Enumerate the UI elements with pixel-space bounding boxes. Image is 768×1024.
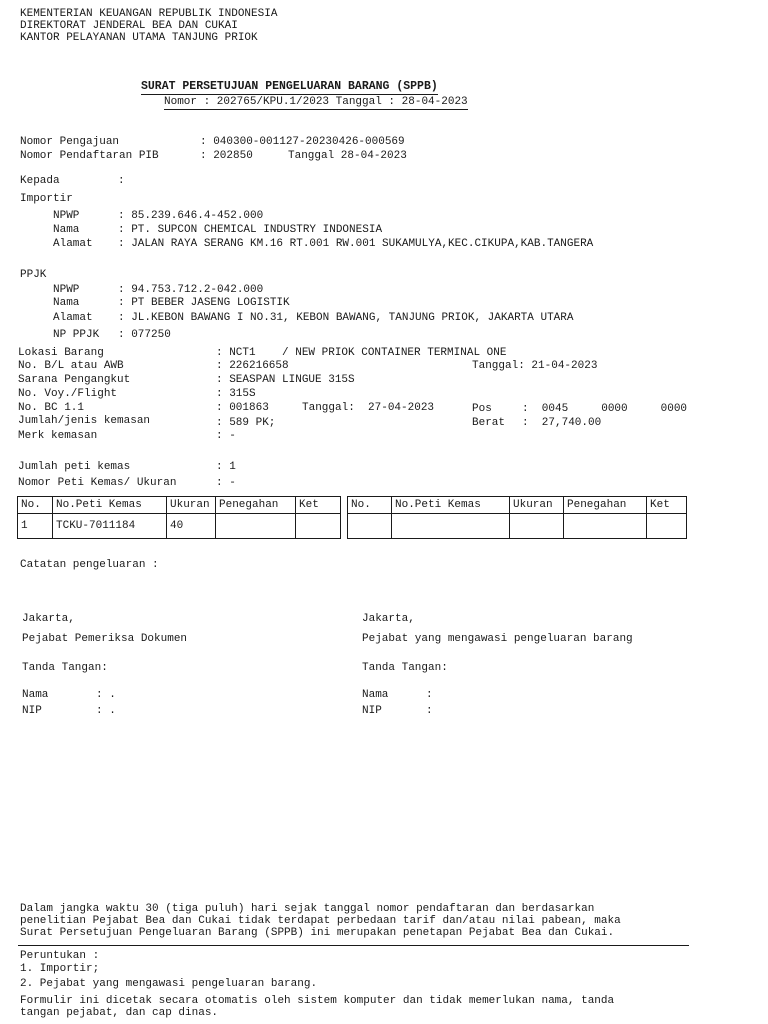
jumlah-kemasan-label: Jumlah/jenis kemasan (18, 415, 151, 427)
document-title: SURAT PERSETUJUAN PENGELUARAN BARANG (SPPB) (141, 80, 438, 93)
column-header: Penegahan (216, 497, 296, 514)
jumlah-peti-label: Jumlah peti kemas (18, 461, 131, 473)
bl-value: : 226216658 (216, 360, 289, 372)
column-header: Ket (647, 497, 687, 514)
voy-value: : 315S (216, 388, 256, 400)
footer-paragraph-line: Surat Persetujuan Pengeluaran Barang (SPPB) ini merupakan penetapan Pejabat Bea dan Cukai. (20, 927, 615, 939)
voy-label: No. Voy./Flight (18, 388, 118, 400)
footer-paragraph-line: Dalam jangka waktu 30 (tiga puluh) hari sejak tanggal nomor pendaftaran dan berdasarkan (20, 903, 595, 915)
column-header: Penegahan (564, 497, 647, 514)
importir-npwp-label: NPWP (53, 210, 80, 222)
sign-right-nip: : (426, 705, 433, 717)
importir-alamat: : JALAN RAYA SERANG KM.16 RT.001 RW.001 SUKAMULYA,KEC.CIKUPA,KAB.TANGERA (118, 238, 594, 250)
ppjk-npwp-label: NPWP (53, 284, 80, 296)
sign-left-nama: : . (96, 689, 116, 701)
ppjk-np-label: NP PPJK (53, 329, 100, 341)
pib-label: Nomor Pendaftaran PIB (20, 150, 159, 162)
table-cell: TCKU-7011184 (53, 514, 167, 539)
ppjk-npwp: : 94.753.712.2-042.000 (118, 284, 264, 296)
importir-npwp: : 85.239.646.4-452.000 (118, 210, 264, 222)
table-row (18, 514, 341, 539)
sign-left-ttd: Tanda Tangan: (22, 662, 108, 674)
lokasi-label: Lokasi Barang (18, 347, 104, 359)
nomor-peti-value: : - (216, 477, 236, 489)
sign-right-city: Jakarta, (362, 613, 415, 625)
merk-label: Merk kemasan (18, 430, 98, 442)
sarana-label: Sarana Pengangkut (18, 374, 131, 386)
column-header: Ket (296, 497, 341, 514)
ppjk-alamat-label: Alamat (53, 312, 93, 324)
sign-right-ttd: Tanda Tangan: (362, 662, 448, 674)
document-number: Nomor : 202765/KPU.1/2023 Tanggal : 28-04-2023 (164, 96, 468, 108)
kepada-label: Kepada (20, 175, 60, 187)
importir-nama-label: Nama (53, 224, 80, 236)
directorate-name: DIREKTORAT JENDERAL BEA DAN CUKAI (20, 20, 238, 32)
sign-left-role: Pejabat Pemeriksa Dokumen (22, 633, 188, 645)
sign-right-nip-label: NIP (362, 705, 382, 717)
ministry-name: KEMENTERIAN KEUANGAN REPUBLIK INDONESIA (20, 8, 278, 20)
importir-heading: Importir (20, 193, 73, 205)
ppjk-nama: : PT BEBER JASENG LOGISTIK (118, 297, 290, 309)
pos-label: Pos (472, 403, 492, 415)
catatan-label: Catatan pengeluaran : (20, 559, 159, 571)
ppjk-heading: PPJK (20, 269, 47, 281)
column-header: No. (348, 497, 392, 514)
table-cell (216, 514, 296, 539)
table-cell: 40 (167, 514, 216, 539)
berat-value: : 27,740.00 (522, 417, 602, 429)
container-table-right (347, 496, 687, 539)
table-cell (564, 514, 647, 539)
sign-right-role: Pejabat yang mengawasi pengeluaran barang (362, 633, 633, 645)
lokasi-value: : NCT1 / NEW PRIOK CONTAINER TERMINAL ONE (216, 347, 507, 359)
peruntukan-label: Peruntukan : (20, 950, 100, 962)
pib-date: Tanggal 28-04-2023 (288, 150, 407, 162)
sign-left-nip-label: NIP (22, 705, 42, 717)
ppjk-nama-label: Nama (53, 297, 80, 309)
table-cell (296, 514, 341, 539)
importir-alamat-label: Alamat (53, 238, 93, 250)
sign-left-nama-label: Nama (22, 689, 49, 701)
berat-label: Berat (472, 417, 506, 429)
sign-right-nama-label: Nama (362, 689, 389, 701)
footer-paragraph-line: penelitian Pejabat Bea dan Cukai tidak terdapat perbedaan tarif dan/atau nilai pabean, maka (20, 915, 621, 927)
footer-note-line: tangan pejabat, dan cap dinas. (20, 1007, 219, 1019)
table-row (348, 514, 687, 539)
footer-divider (18, 945, 689, 946)
jumlah-kemasan-value: : 589 PK; (216, 417, 276, 429)
ppjk-alamat: : JL.KEBON BAWANG I NO.31, KEBON BAWANG, TANJUNG PRIOK, JAKARTA UTARA (118, 312, 574, 324)
pos-value: : 0045 0000 0000 (522, 403, 688, 415)
merk-value: : - (216, 430, 236, 442)
sign-left-nip: : . (96, 705, 116, 717)
table-cell (647, 514, 687, 539)
bl-label: No. B/L atau AWB (18, 360, 124, 372)
nomor-peti-label: Nomor Peti Kemas/ Ukuran (18, 477, 177, 489)
jumlah-peti-value: : 1 (216, 461, 236, 473)
kepada-colon: : (118, 175, 125, 187)
pib-value: : 202850 (200, 150, 253, 162)
bl-date: Tanggal: 21-04-2023 (472, 360, 598, 372)
pengajuan-label: Nomor Pengajuan (20, 136, 120, 148)
sign-right-nama: : (426, 689, 433, 701)
bc-date: Tanggal: 27-04-2023 (302, 402, 435, 414)
table-cell: 1 (18, 514, 53, 539)
pengajuan-value: : 040300-001127-20230426-000569 (200, 136, 405, 148)
bc-value: : 001863 (216, 402, 269, 414)
bc-label: No. BC 1.1 (18, 402, 85, 414)
container-table-left (17, 496, 341, 539)
column-header: No. (18, 497, 53, 514)
sarana-value: : SEASPAN LINGUE 315S (216, 374, 355, 386)
column-header: No.Peti Kemas (392, 497, 510, 514)
table-cell (510, 514, 564, 539)
sign-left-city: Jakarta, (22, 613, 75, 625)
column-header: No.Peti Kemas (53, 497, 167, 514)
peruntukan-item: 2. Pejabat yang mengawasi pengeluaran barang. (20, 978, 318, 990)
office-name: KANTOR PELAYANAN UTAMA TANJUNG PRIOK (20, 32, 258, 44)
table-cell (348, 514, 392, 539)
column-header: Ukuran (167, 497, 216, 514)
table-cell (392, 514, 510, 539)
column-header: Ukuran (510, 497, 564, 514)
importir-nama: : PT. SUPCON CHEMICAL INDUSTRY INDONESIA (118, 224, 383, 236)
ppjk-np: : 077250 (118, 329, 171, 341)
peruntukan-item: 1. Importir; (20, 963, 100, 975)
footer-note-line: Formulir ini dicetak secara otomatis oleh sistem komputer dan tidak memerlukan nama, tanda (20, 995, 615, 1007)
